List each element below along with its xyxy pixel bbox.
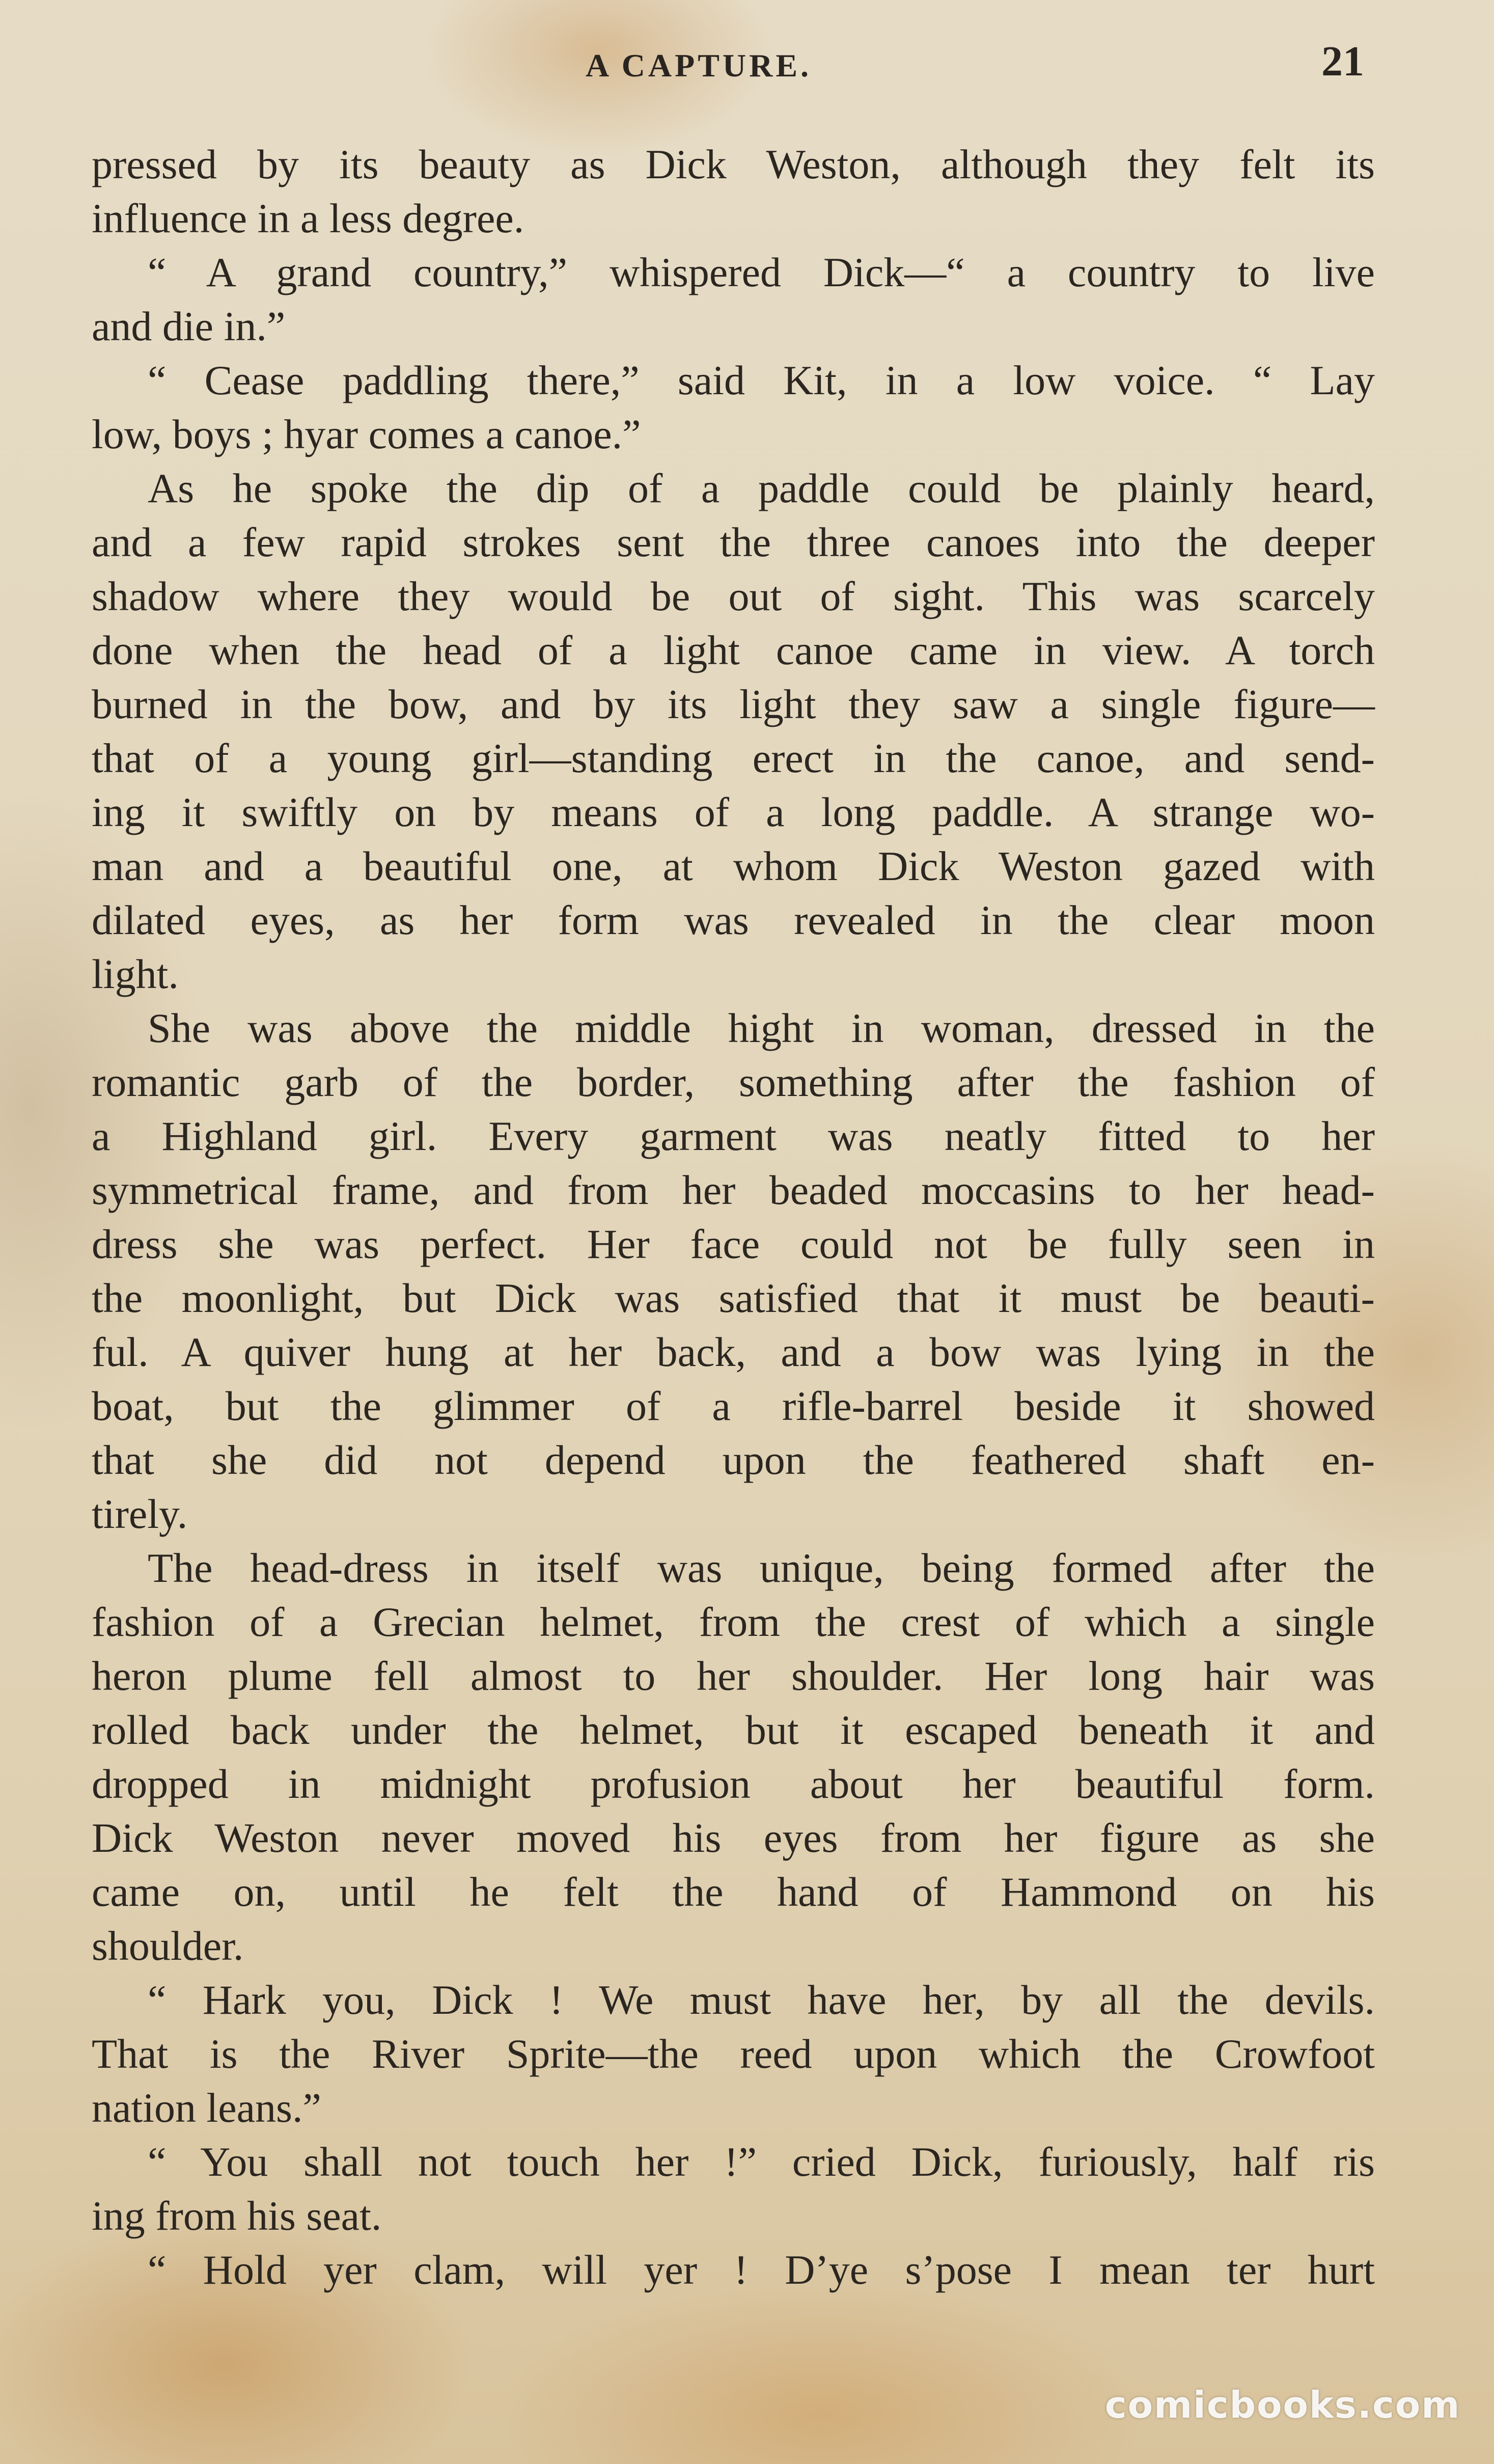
text-line: the moonlight, but Dick was satisfied that it must be beauti- <box>92 1275 1375 1321</box>
body-text <box>92 138 1375 2297</box>
text-line: dilated eyes, as her form was revealed in the clear moon <box>92 897 1375 943</box>
text-line: “ You shall not touch her !” cried Dick, furiously, half ris <box>148 2139 1375 2185</box>
text-line: shoulder. <box>92 1923 244 1969</box>
text-line: romantic garb of the border, something after the fashion of <box>92 1059 1375 1105</box>
text-line: and a few rapid strokes sent the three canoes into the deeper <box>92 519 1375 565</box>
text-line: done when the head of a light canoe came in view. A torch <box>92 627 1375 673</box>
text-line: shadow where they would be out of sight. This was scarcely <box>92 573 1375 619</box>
text-line: burned in the bow, and by its light they saw a single figure— <box>92 681 1375 727</box>
text-line: came on, until he felt the hand of Hammond on his <box>92 1869 1375 1915</box>
text-line: The head-dress in itself was unique, being formed after the <box>148 1545 1375 1591</box>
text-line: She was above the middle hight in woman, dressed in the <box>148 1005 1375 1051</box>
text-line: ing from his seat. <box>92 2193 382 2239</box>
running-head <box>0 37 1494 88</box>
text-line: that of a young girl—standing erect in the canoe, and send- <box>92 735 1375 781</box>
text-line: As he spoke the dip of a paddle could be plainly heard, <box>148 465 1375 511</box>
running-title: A CAPTURE. <box>586 47 812 84</box>
text-line: dress she was perfect. Her face could not be fully seen in <box>92 1221 1375 1267</box>
text-line: symmetrical frame, and from her beaded moccasins to her head- <box>92 1167 1375 1213</box>
text-line: dropped in midnight profusion about her beautiful form. <box>92 1761 1375 1807</box>
text-line: tirely. <box>92 1491 188 1537</box>
text-line: “ Hold yer clam, will yer ! D’ye s’pose I mean ter hurt <box>148 2247 1375 2293</box>
text-line: light. <box>92 951 179 997</box>
text-line: heron plume fell almost to her shoulder. Her long hair was <box>92 1653 1375 1699</box>
text-line: and die in.” <box>92 303 286 349</box>
text-line: fashion of a Grecian helmet, from the crest of which a single <box>92 1599 1375 1645</box>
text-line: influence in a less degree. <box>92 195 524 241</box>
text-line: boat, but the glimmer of a rifle-barrel beside it showed <box>92 1383 1375 1429</box>
text-line: nation leans.” <box>92 2085 321 2131</box>
text-line: pressed by its beauty as Dick Weston, although they felt its <box>92 141 1375 187</box>
text-line: That is the River Sprite—the reed upon which the Crowfoot <box>92 2031 1375 2077</box>
text-line: that she did not depend upon the feathered shaft en- <box>92 1437 1375 1483</box>
watermark: comicbooks.com <box>1105 2384 1461 2426</box>
text-line: rolled back under the helmet, but it escaped beneath it and <box>92 1707 1375 1753</box>
text-line: a Highland girl. Every garment was neatly fitted to her <box>92 1113 1375 1159</box>
text-line: ful. A quiver hung at her back, and a bow was lying in the <box>92 1329 1375 1375</box>
text-line: “ Hark you, Dick ! We must have her, by all the devils. <box>148 1977 1375 2023</box>
text-line: low, boys ; hyar comes a canoe.” <box>92 411 641 457</box>
text-line: man and a beautiful one, at whom Dick Weston gazed with <box>92 843 1375 889</box>
text-line: “ A grand country,” whispered Dick—“ a country to live <box>148 249 1375 295</box>
text-line: ing it swiftly on by means of a long paddle. A strange wo- <box>92 789 1375 835</box>
page-number: 21 <box>1321 38 1364 85</box>
text-line: “ Cease paddling there,” said Kit, in a low voice. “ Lay <box>148 357 1375 403</box>
text-line: Dick Weston never moved his eyes from her figure as she <box>92 1815 1375 1861</box>
